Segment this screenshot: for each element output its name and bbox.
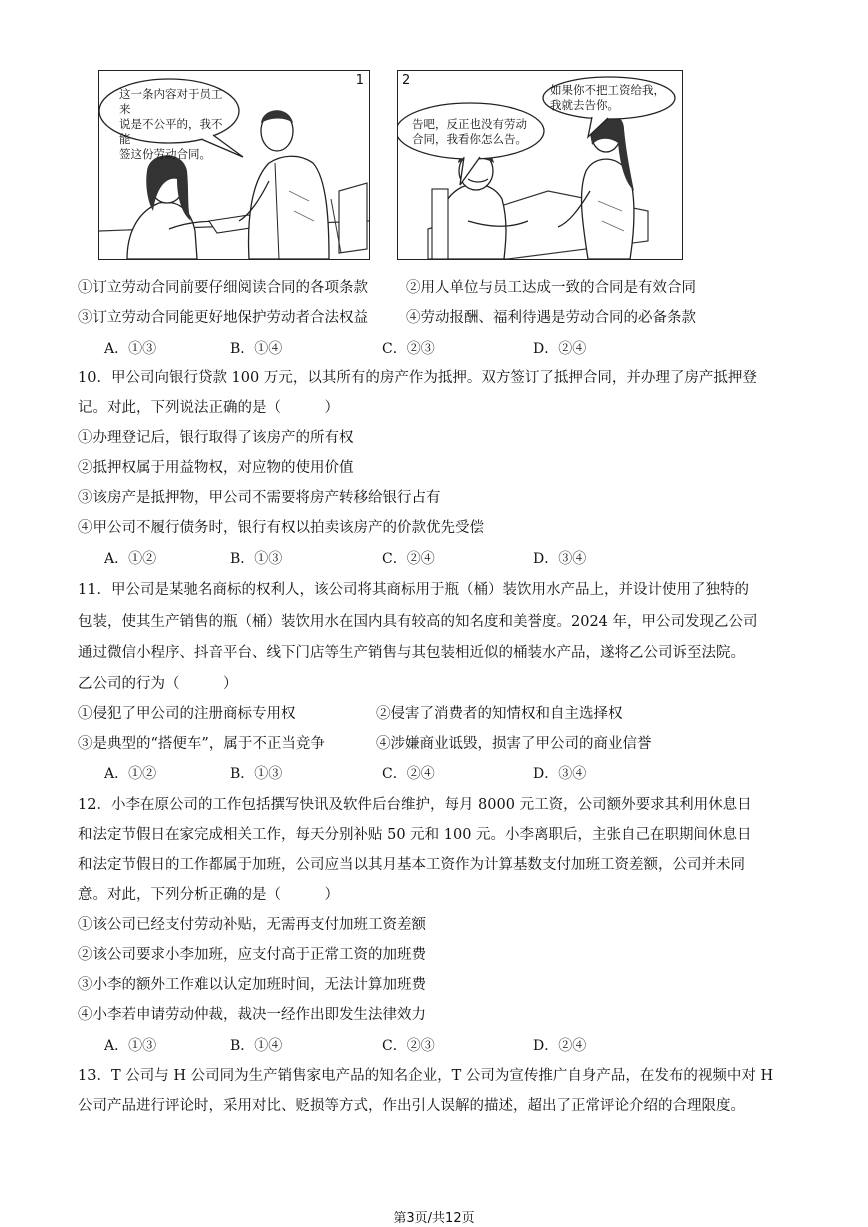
bubble-line: 如果你不把工资给我， (550, 83, 665, 97)
q11-option-b[interactable]: B．①③ (230, 766, 283, 782)
q11-stem-line-2: 包装，使其生产销售的瓶（桶）装饮用水在国内具有较高的知名度和美誉度。2024 年，甲公司发现乙公司 (78, 614, 758, 630)
comic-panel-2 (397, 70, 683, 260)
q12-option-a[interactable]: A．①③ (104, 1038, 157, 1054)
q9-statement-4: ④劳动报酬、福利待遇是劳动合同的必备条款 (406, 310, 696, 326)
q12-statement-3: ③小李的额外工作难以认定加班时间，无法计算加班费 (78, 977, 426, 993)
q12-statement-2: ②该公司要求小李加班，应支付高于正常工资的加班费 (78, 947, 426, 963)
q11-statement-1: ①侵犯了甲公司的注册商标专用权 (78, 706, 296, 722)
bubble-line: 我就去告你。 (550, 98, 619, 112)
comic-panel-1 (98, 70, 370, 260)
bubble-line: 说是不公平的，我不能 (119, 117, 223, 146)
q12-stem-line-4: 意。对此，下列分析正确的是（ ） (78, 887, 339, 903)
q10-statement-2: ②抵押权属于用益物权，对应物的使用价值 (78, 460, 354, 476)
bubble-line: 这一条内容对于员工来 (119, 87, 223, 116)
q13-stem-line-2: 公司产品进行评论时，采用对比、贬损等方式，作出引人误解的描述，超出了正常评论介绍的合理限度。 (78, 1098, 745, 1114)
q10-stem-line-1: 10．甲公司向银行贷款 100 万元，以其所有的房产作为抵押。双方签订了抵押合同，并办理了房产抵押登 (78, 370, 757, 386)
q13-stem-line-1: 13．T 公司与 H 公司同为生产销售家电产品的知名企业，T 公司为宣传推广自身产品，在发布的视频中对 H (78, 1068, 774, 1084)
q9-statement-3: ③订立劳动合同能更好地保护劳动者合法权益 (78, 310, 368, 326)
page-number-footer: 第3页/共12页 (393, 1211, 475, 1226)
q11-stem-line-4: 乙公司的行为（ ） (78, 676, 238, 692)
q10-statement-4: ④甲公司不履行债务时，银行有权以拍卖该房产的价款优先受偿 (78, 520, 484, 536)
panel-number-1: 1 (355, 73, 364, 88)
q10-statement-3: ③该房产是抵押物，甲公司不需要将房产转移给银行占有 (78, 490, 441, 506)
q9-option-b[interactable]: B．①④ (230, 341, 283, 357)
speech-bubble-boss (397, 101, 540, 157)
q9-statement-1: ①订立劳动合同前要仔细阅读合同的各项条款 (78, 280, 368, 296)
q11-statement-2: ②侵害了消费者的知情权和自主选择权 (376, 706, 623, 722)
q10-option-a[interactable]: A．①② (104, 551, 157, 567)
q12-stem-line-3: 和法定节假日的工作都属于加班，公司应当以其月基本工资作为计算基数支付加班工资差额，公司并未同 (78, 857, 745, 873)
q12-statement-1: ①该公司已经支付劳动补贴，无需再支付加班工资差额 (78, 917, 426, 933)
speech-bubble-woman (538, 75, 672, 117)
q12-option-c[interactable]: C．②③ (382, 1038, 435, 1054)
q11-statement-3: ③是典型的“搭便车”，属于不正当竞争 (78, 736, 325, 752)
q10-option-c[interactable]: C．②④ (382, 551, 435, 567)
q10-stem-line-2: 记。对此，下列说法正确的是（ ） (78, 400, 339, 416)
q9-statement-2: ②用人单位与员工达成一致的合同是有效合同 (406, 280, 696, 296)
q12-statement-4: ④小李若申请劳动仲裁，裁决一经作出即发生法律效力 (78, 1007, 426, 1023)
q9-option-a[interactable]: A．①③ (104, 341, 157, 357)
q9-option-c[interactable]: C．②③ (382, 341, 435, 357)
q12-stem-line-2: 和法定节假日在家完成相关工作，每天分别补贴 50 元和 100 元。小李离职后，主张自己在职期间休息日 (78, 827, 752, 843)
q11-option-d[interactable]: D．③④ (533, 766, 587, 782)
q9-option-d[interactable]: D．②④ (533, 341, 587, 357)
q11-stem-line-1: 11．甲公司是某驰名商标的权利人，该公司将其商标用于瓶（桶）装饮用水产品上，并设计使用了独特的 (78, 582, 749, 598)
q10-option-b[interactable]: B．①③ (230, 551, 283, 567)
q10-statement-1: ①办理登记后，银行取得了该房产的所有权 (78, 430, 354, 446)
q11-option-c[interactable]: C．②④ (382, 766, 435, 782)
panel-number-2: 2 (402, 73, 411, 88)
q12-option-b[interactable]: B．①④ (230, 1038, 283, 1054)
bubble-line: 签这份劳动合同。 (119, 147, 211, 161)
bubble-line: 合同，我看你怎么告。 (412, 132, 527, 146)
speech-bubble-panel1 (98, 75, 233, 161)
q11-option-a[interactable]: A．①② (104, 766, 157, 782)
q11-statement-4: ④涉嫌商业诋毁，损害了甲公司的商业信誉 (376, 736, 652, 752)
q10-option-d[interactable]: D．③④ (533, 551, 587, 567)
q12-option-d[interactable]: D．②④ (533, 1038, 587, 1054)
bubble-line: 告吧，反正也没有劳动 (412, 117, 527, 131)
q12-stem-line-1: 12．小李在原公司的工作包括撰写快讯及软件后台维护，每月 8000 元工资，公司额外要求其利用休息日 (78, 797, 752, 813)
q11-stem-line-3: 通过微信小程序、抖音平台、线下门店等生产销售与其包装相近似的桶装水产品，遂将乙公司诉至法院。 (78, 645, 745, 661)
